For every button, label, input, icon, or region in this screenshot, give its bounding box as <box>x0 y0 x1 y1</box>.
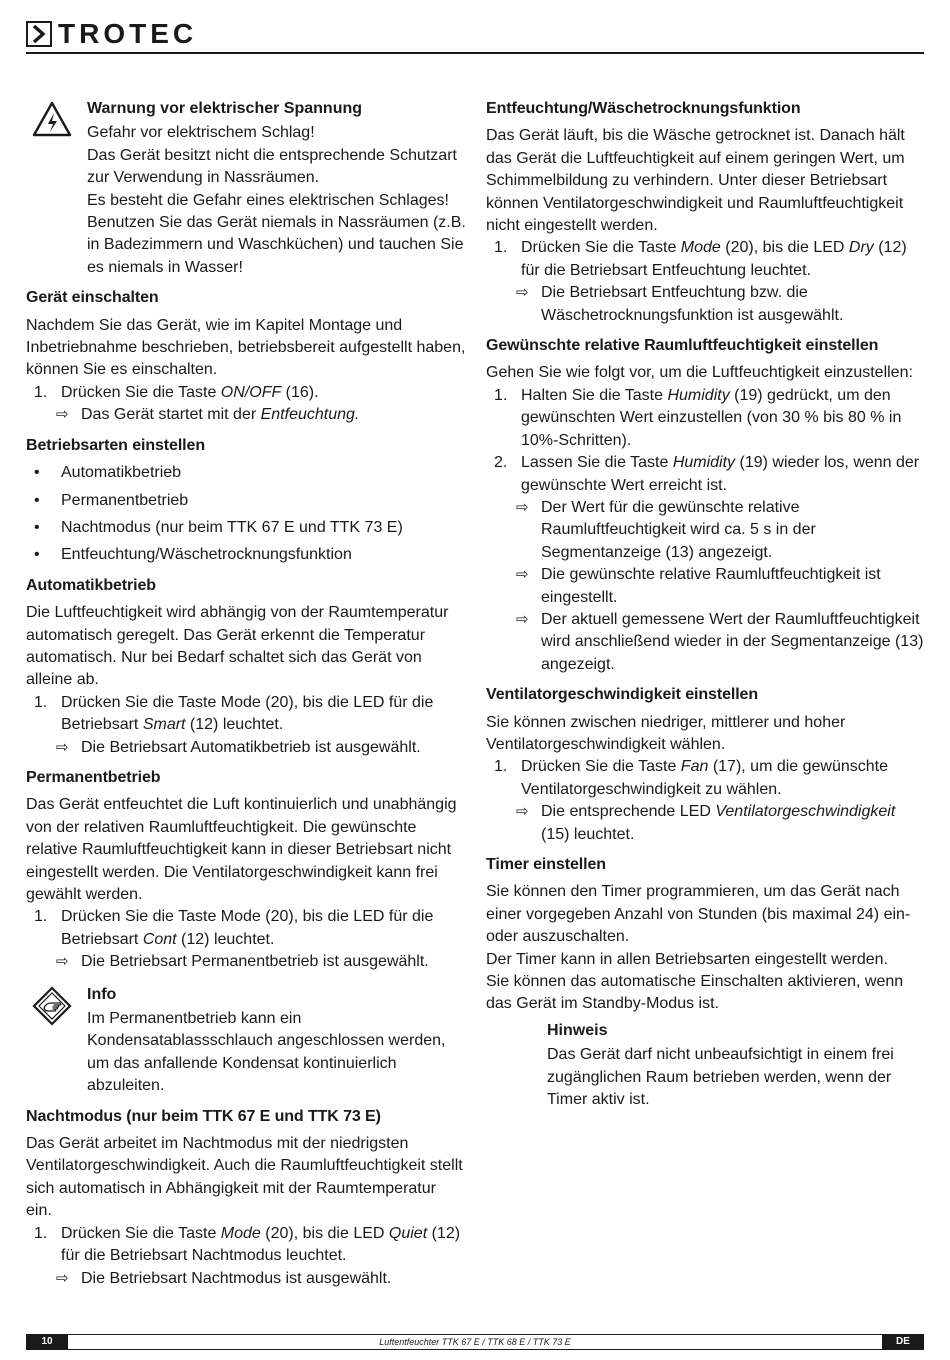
feuchte-steps <box>486 385 924 497</box>
warning-line-2: Das Gerät besitzt nicht die entsprechende Schutzart zur Verwendung in Nassräumen. <box>87 146 457 187</box>
list-item: • Nachtmodus (nur beim TTK 67 E und TTK 73 E) <box>26 517 466 539</box>
einschalten-step-1: 1. Drücken Sie die Taste ON/OFF (16). <box>34 383 319 401</box>
warning-notice <box>26 98 466 279</box>
einschalten-steps <box>26 382 466 404</box>
heading-ventilator: Ventilatorgeschwindigkeit einstellen <box>486 686 759 704</box>
warning-title: Warnung vor elektrischer Spannung <box>87 100 363 117</box>
feuchte-result-2: ⇨ Die gewünschte relative Raumluftfeuchtigkeit ist eingestellt. <box>516 566 881 606</box>
result-arrow-icon: ⇨ <box>516 610 529 628</box>
language-badge: DE <box>882 1335 924 1349</box>
timer-line-3: Sie können das automatische Einschalten aktivieren, wenn das Gerät im Standby-Modus ist. <box>486 973 904 1013</box>
ventilator-step-1: 1. Drücken Sie die Taste Fan (17), um die gewünschte Ventilatorgeschwindigkeit zu wählen. <box>494 758 889 798</box>
heading-feuchte: Gewünschte relative Raumluftfeuchtigkeit einstellen <box>486 337 879 355</box>
betriebsarten-list <box>26 462 466 567</box>
permanent-text: Das Gerät entfeuchtet die Luft kontinuierlich und unabhängig von der relativen Raumluftfeuchtigkeit. Die gewünschte relative Raumluftfeuchtigkeit kann in dieser Betriebsart nicht eingestellt werden. Die Ventilatorgeschwindigkeit kann frei gewählt werden. <box>26 796 457 903</box>
heading-entfeuchtung: Entfeuchtung/Wäschetrocknungsfunktion <box>486 100 801 117</box>
result-arrow-icon: ⇨ <box>516 284 529 302</box>
ventilator-text: Sie können zwischen niedriger, mittlerer und hoher Ventilatorgeschwindigkeit wählen. <box>486 713 846 753</box>
page-number: 10 <box>26 1335 68 1349</box>
high-voltage-warning-icon <box>32 100 72 140</box>
nacht-steps <box>26 1223 466 1268</box>
nacht-step-1: 1. Drücken Sie die Taste Mode (20), bis die LED Quiet (12) für die Betriebsart Nachtmodus leuchtet. <box>34 1224 461 1265</box>
automatik-step-1: 1. Drücken Sie die Taste Mode (20), bis die LED für die Betriebsart Smart (12) leuchtet. <box>34 693 434 734</box>
ventilator-steps <box>486 756 924 801</box>
bullet-icon: • <box>34 518 40 536</box>
result-arrow-icon: ⇨ <box>56 953 69 971</box>
warning-line-1: Gefahr vor elektrischem Schlag! <box>87 124 315 142</box>
feuchte-step-1: 1. Halten Sie die Taste Humidity (19) gedrückt, um den gewünschten Wert einzustellen (von 30 % bis 80 % in 10%-Schritten). <box>494 386 902 449</box>
result-arrow-icon: ⇨ <box>56 406 69 424</box>
permanent-steps <box>26 906 466 951</box>
bullet-icon: • <box>34 546 40 564</box>
result-arrow-icon: ⇨ <box>56 738 69 756</box>
heading-automatik: Automatikbetrieb <box>26 576 156 594</box>
bullet-icon: • <box>34 491 40 509</box>
einschalten-result: ⇨ Das Gerät startet mit der Entfeuchtung. <box>26 404 466 426</box>
ventilator-result: ⇨ Die entsprechende LED Ventilatorgeschwindigkeit (15) leuchtet. <box>516 803 896 843</box>
list-item: • Entfeuchtung/Wäschetrocknungsfunktion <box>26 544 466 566</box>
brand-logo <box>26 20 197 48</box>
feuchte-text: Gehen Sie wie folgt vor, um die Luftfeuchtigkeit einzustellen: <box>486 364 913 382</box>
feuchte-step-2: 2. Lassen Sie die Taste Humidity (19) wieder los, wenn der gewünschte Wert erreicht ist. <box>494 454 920 494</box>
timer-line-1: Sie können den Timer programmieren, um das Gerät nach einer vorgegeben Anzahl von Stunden (bis maximal 24) ein- oder auszuschalten. <box>486 883 911 946</box>
list-item: • Automatikbetrieb <box>26 462 466 484</box>
permanent-step-1: 1. Drücken Sie die Taste Mode (20), bis die LED für die Betriebsart Cont (12) leuchtet. <box>34 908 434 948</box>
footer-title: Luftentfeuchter TTK 67 E / TTK 68 E / TTK 73 E <box>379 1337 571 1347</box>
result-arrow-icon: ⇨ <box>516 566 529 584</box>
left-column <box>26 98 466 1290</box>
info-notice <box>26 984 466 1098</box>
info-title: Info <box>87 985 117 1003</box>
feuchte-result-3: ⇨ Der aktuell gemessene Wert der Raumluftfeuchtigkeit wird anschließend wieder in der Segmentanzeige (13) angezeigt. <box>516 610 924 673</box>
heading-einschalten: Gerät einschalten <box>26 289 159 307</box>
heading-permanent: Permanentbetrieb <box>26 768 161 786</box>
automatik-steps <box>26 692 466 737</box>
entfeuchtung-text: Das Gerät läuft, bis die Wäsche getrocknet ist. Danach hält das Gerät die Luftfeuchtigkeit auf einem geringen Wert, um Schimmelbildung zu verhindern. Unter dieser Betriebsart können Ventilatorgeschwindigkeit und Raumluftfeuchtigkeit nicht eingestellt werden. <box>486 127 905 235</box>
entfeuchtung-result: ⇨ Die Betriebsart Entfeuchtung bzw. die Wäschetrocknungsfunktion ist ausgewählt. <box>516 284 844 324</box>
warning-line-3: Es besteht die Gefahr eines elektrischen Schlages! Benutzen Sie das Gerät niemals in Nassräumen (z.B. in Badezimmern und Waschküchen) und tauchen Sie es niemals in Wasser! <box>87 191 466 276</box>
page-footer <box>26 1334 924 1350</box>
permanent-result: ⇨ Die Betriebsart Permanentbetrieb ist ausgewählt. <box>26 951 466 973</box>
list-item: • Permanentbetrieb <box>26 490 466 512</box>
brand-name: TROTEC <box>58 18 198 49</box>
hint-text: Das Gerät darf nicht unbeaufsichtigt in einem frei zugänglichen Raum betrieben werden, wenn der Timer aktiv ist. <box>547 1046 894 1109</box>
heading-nacht: Nachtmodus (nur beim TTK 67 E und TTK 73 E) <box>26 1107 381 1125</box>
heading-betriebsarten: Betriebsarten einstellen <box>26 436 205 454</box>
result-arrow-icon: ⇨ <box>56 1269 69 1287</box>
hint-notice <box>486 1020 924 1112</box>
automatik-result: ⇨ Die Betriebsart Automatikbetrieb ist ausgewählt. <box>26 737 466 759</box>
hint-title: Hinweis <box>547 1021 608 1039</box>
nacht-text: Das Gerät arbeitet im Nachtmodus mit der niedrigsten Ventilatorgeschwindigkeit. Auch die Raumluftfeuchtigkeit stellt sich automatisch in Abhängigkeit mit der Raumtemperatur ein. <box>26 1135 463 1220</box>
nacht-result: ⇨ Die Betriebsart Nachtmodus ist ausgewählt. <box>26 1268 466 1290</box>
right-column <box>486 98 924 1111</box>
key-on-off: ON/OFF <box>220 383 282 401</box>
einschalten-text: Nachdem Sie das Gerät, wie im Kapitel Montage und Inbetriebnahme beschrieben, betriebsbereit aufgestellt haben, können Sie es einschalten. <box>26 316 466 379</box>
info-hand-diamond-icon <box>32 986 72 1026</box>
result-arrow-icon: ⇨ <box>516 803 529 821</box>
header-rule <box>26 52 924 54</box>
automatik-text: Die Luftfeuchtigkeit wird abhängig von der Raumtemperatur automatisch geregelt. Das Gerät erkennt die Temperatur automatisch. Nur bei Bedarf schaltet sich das Gerät von alleine ab. <box>26 604 449 689</box>
info-text: Im Permanentbetrieb kann ein Kondensatablassschlauch angeschlossen werden, um das anfallende Kondensat kontinuierlich abzuleiten. <box>87 1010 446 1095</box>
heading-timer: Timer einstellen <box>486 856 606 873</box>
entfeuchtung-steps <box>486 237 924 282</box>
result-arrow-icon: ⇨ <box>516 498 529 516</box>
timer-line-2: Der Timer kann in allen Betriebsarten eingestellt werden. <box>486 950 888 968</box>
entfeuchtung-step-1: 1. Drücken Sie die Taste Mode (20), bis die LED Dry (12) für die Betriebsart Entfeuchtung leuchtet. <box>494 239 907 279</box>
trotec-chevron-logo-icon <box>26 21 52 47</box>
feuchte-result-1: ⇨ Der Wert für die gewünschte relative Raumluftfeuchtigkeit wird ca. 5 s in der Segmentanzeige (13) angezeigt. <box>516 498 816 561</box>
bullet-icon: • <box>34 464 40 482</box>
